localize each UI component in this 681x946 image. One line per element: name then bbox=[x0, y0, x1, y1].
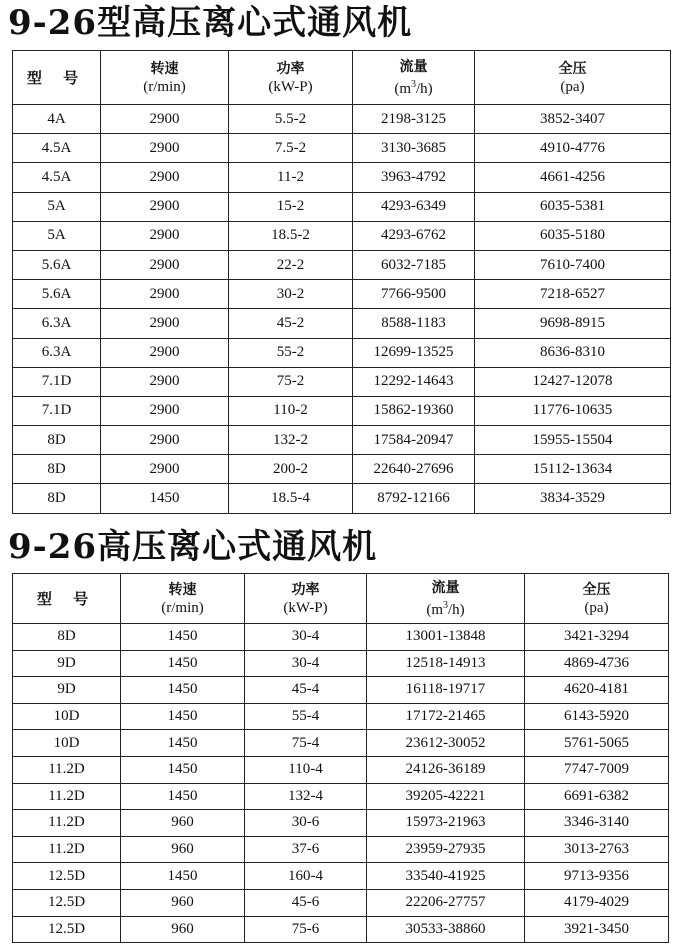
cell-power: 22-2 bbox=[229, 250, 353, 279]
table-row bbox=[13, 396, 671, 425]
cell-power: 37-6 bbox=[245, 836, 367, 863]
cell-pressure: 3421-3294 bbox=[525, 624, 669, 651]
table-row bbox=[13, 221, 671, 250]
cell-pressure: 12427-12078 bbox=[475, 367, 671, 396]
header-flow: 流量 $(m^3/h)$ bbox=[367, 574, 525, 624]
cell-flow: 22206-27757 bbox=[367, 889, 525, 916]
cell-power: 7.5-2 bbox=[229, 134, 353, 163]
cell-flow: 12292-14643 bbox=[353, 367, 475, 396]
table-row bbox=[13, 338, 671, 367]
cell-pressure: 3852-3407 bbox=[475, 105, 671, 134]
table-row bbox=[13, 756, 669, 783]
table2-body bbox=[13, 624, 669, 943]
cell-power: 132-4 bbox=[245, 783, 367, 810]
table-row bbox=[13, 810, 669, 837]
cell-speed: 1450 bbox=[121, 756, 245, 783]
cell-speed: 1450 bbox=[121, 730, 245, 757]
cell-pressure: 9698-8915 bbox=[475, 309, 671, 338]
table-row bbox=[13, 367, 671, 396]
table-row bbox=[13, 455, 671, 484]
cell-power: 200-2 bbox=[229, 455, 353, 484]
table-row bbox=[13, 889, 669, 916]
cell-flow: 33540-41925 bbox=[367, 863, 525, 890]
cell-power: 11-2 bbox=[229, 163, 353, 192]
cell-power: 5.5-2 bbox=[229, 105, 353, 134]
cell-flow: 4293-6762 bbox=[353, 221, 475, 250]
header-model: 型 号 bbox=[13, 574, 121, 624]
table-row bbox=[13, 703, 669, 730]
table-row bbox=[13, 105, 671, 134]
cell-speed: 2900 bbox=[101, 396, 229, 425]
cell-speed: 2900 bbox=[101, 338, 229, 367]
cell-speed: 1450 bbox=[121, 677, 245, 704]
table-row bbox=[13, 677, 669, 704]
cell-model: 10D bbox=[13, 703, 121, 730]
cell-flow: 8588-1183 bbox=[353, 309, 475, 338]
cell-flow: 17172-21465 bbox=[367, 703, 525, 730]
cell-pressure: 15112-13634 bbox=[475, 455, 671, 484]
cell-model: 12.5D bbox=[13, 889, 121, 916]
cell-pressure: 7747-7009 bbox=[525, 756, 669, 783]
table-row bbox=[13, 163, 671, 192]
cell-model: 5.6A bbox=[13, 250, 101, 279]
header-model: 型 号 bbox=[13, 51, 101, 105]
cell-pressure: 5761-5065 bbox=[525, 730, 669, 757]
cell-pressure: 7218-6527 bbox=[475, 280, 671, 309]
cell-power: 15-2 bbox=[229, 192, 353, 221]
cell-pressure: 4620-4181 bbox=[525, 677, 669, 704]
cell-speed: 960 bbox=[121, 916, 245, 943]
cell-power: 30-4 bbox=[245, 650, 367, 677]
cell-pressure: 6143-5920 bbox=[525, 703, 669, 730]
cell-model: 11.2D bbox=[13, 810, 121, 837]
cell-power: 160-4 bbox=[245, 863, 367, 890]
cell-model: 8D bbox=[13, 484, 101, 513]
cell-pressure: 3346-3140 bbox=[525, 810, 669, 837]
cell-speed: 1450 bbox=[121, 703, 245, 730]
cell-pressure: 3834-3529 bbox=[475, 484, 671, 513]
table-row bbox=[13, 863, 669, 890]
cell-flow: 8792-12166 bbox=[353, 484, 475, 513]
cell-pressure: 11776-10635 bbox=[475, 396, 671, 425]
cell-power: 30-2 bbox=[229, 280, 353, 309]
cell-model: 4.5A bbox=[13, 134, 101, 163]
cell-power: 45-6 bbox=[245, 889, 367, 916]
cell-model: 11.2D bbox=[13, 783, 121, 810]
cell-flow: 24126-36189 bbox=[367, 756, 525, 783]
cell-speed: 2900 bbox=[101, 280, 229, 309]
cell-speed: 960 bbox=[121, 836, 245, 863]
cell-speed: 2900 bbox=[101, 221, 229, 250]
cell-model: 6.3A bbox=[13, 338, 101, 367]
fan-spec-table-1 bbox=[12, 50, 671, 514]
cell-power: 75-4 bbox=[245, 730, 367, 757]
cell-pressure: 4869-4736 bbox=[525, 650, 669, 677]
header-row bbox=[13, 574, 669, 624]
cell-flow: 17584-20947 bbox=[353, 426, 475, 455]
cell-pressure: 6691-6382 bbox=[525, 783, 669, 810]
cell-flow: 39205-42221 bbox=[367, 783, 525, 810]
cell-model: 5.6A bbox=[13, 280, 101, 309]
table-row bbox=[13, 916, 669, 943]
header-power: 功率 (kW-P) bbox=[245, 574, 367, 624]
table2-title: 9-26高压离心式通风机 bbox=[8, 527, 378, 567]
cell-speed: 2900 bbox=[101, 367, 229, 396]
cell-power: 30-6 bbox=[245, 810, 367, 837]
cell-model: 8D bbox=[13, 426, 101, 455]
cell-power: 18.5-4 bbox=[229, 484, 353, 513]
cell-speed: 2900 bbox=[101, 163, 229, 192]
cell-model: 5A bbox=[13, 221, 101, 250]
cell-model: 9D bbox=[13, 677, 121, 704]
header-row bbox=[13, 51, 671, 105]
cell-power: 30-4 bbox=[245, 624, 367, 651]
cell-speed: 2900 bbox=[101, 192, 229, 221]
cell-pressure: 9713-9356 bbox=[525, 863, 669, 890]
cell-power: 45-4 bbox=[245, 677, 367, 704]
table-row bbox=[13, 783, 669, 810]
table-row bbox=[13, 309, 671, 338]
header-speed: 转速 (r/min) bbox=[121, 574, 245, 624]
cell-model: 6.3A bbox=[13, 309, 101, 338]
table-row bbox=[13, 134, 671, 163]
cell-speed: 2900 bbox=[101, 426, 229, 455]
header-power: 功率 (kW-P) bbox=[229, 51, 353, 105]
cell-power: 45-2 bbox=[229, 309, 353, 338]
cell-power: 55-4 bbox=[245, 703, 367, 730]
cell-speed: 2900 bbox=[101, 309, 229, 338]
cell-flow: 30533-38860 bbox=[367, 916, 525, 943]
cell-pressure: 15955-15504 bbox=[475, 426, 671, 455]
fan-spec-table-2 bbox=[12, 573, 669, 943]
cell-speed: 960 bbox=[121, 810, 245, 837]
cell-flow: 13001-13848 bbox=[367, 624, 525, 651]
cell-flow: 12518-14913 bbox=[367, 650, 525, 677]
table-row bbox=[13, 730, 669, 757]
table-row bbox=[13, 250, 671, 279]
cell-pressure: 4179-4029 bbox=[525, 889, 669, 916]
cell-flow: 7766-9500 bbox=[353, 280, 475, 309]
cell-speed: 2900 bbox=[101, 105, 229, 134]
header-pressure: 全压 (pa) bbox=[475, 51, 671, 105]
cell-flow: 4293-6349 bbox=[353, 192, 475, 221]
table-row bbox=[13, 192, 671, 221]
cell-flow: 22640-27696 bbox=[353, 455, 475, 484]
cell-pressure: 4910-4776 bbox=[475, 134, 671, 163]
table-row bbox=[13, 650, 669, 677]
cell-flow: 6032-7185 bbox=[353, 250, 475, 279]
table-row bbox=[13, 624, 669, 651]
cell-model: 11.2D bbox=[13, 836, 121, 863]
cell-power: 55-2 bbox=[229, 338, 353, 367]
cell-speed: 2900 bbox=[101, 250, 229, 279]
header-speed: 转速 (r/min) bbox=[101, 51, 229, 105]
cell-pressure: 8636-8310 bbox=[475, 338, 671, 367]
cell-flow: 3130-3685 bbox=[353, 134, 475, 163]
cell-model: 4.5A bbox=[13, 163, 101, 192]
cell-pressure: 3921-3450 bbox=[525, 916, 669, 943]
cell-power: 132-2 bbox=[229, 426, 353, 455]
cell-flow: 23959-27935 bbox=[367, 836, 525, 863]
cell-speed: 2900 bbox=[101, 134, 229, 163]
table-row bbox=[13, 836, 669, 863]
cell-flow: 23612-30052 bbox=[367, 730, 525, 757]
cell-speed: 1450 bbox=[121, 783, 245, 810]
cell-power: 18.5-2 bbox=[229, 221, 353, 250]
cell-model: 7.1D bbox=[13, 396, 101, 425]
cell-speed: 1450 bbox=[121, 650, 245, 677]
header-flow: 流量 $(m^3/h)$ bbox=[353, 51, 475, 105]
table1-title: 9-26型高压离心式通风机 bbox=[8, 3, 413, 43]
cell-pressure: 6035-5180 bbox=[475, 221, 671, 250]
cell-pressure: 6035-5381 bbox=[475, 192, 671, 221]
cell-model: 5A bbox=[13, 192, 101, 221]
cell-pressure: 4661-4256 bbox=[475, 163, 671, 192]
cell-model: 7.1D bbox=[13, 367, 101, 396]
cell-model: 12.5D bbox=[13, 916, 121, 943]
cell-model: 8D bbox=[13, 455, 101, 484]
cell-pressure: 7610-7400 bbox=[475, 250, 671, 279]
table-row bbox=[13, 484, 671, 513]
cell-model: 8D bbox=[13, 624, 121, 651]
table-row bbox=[13, 426, 671, 455]
table-row bbox=[13, 280, 671, 309]
cell-speed: 2900 bbox=[101, 455, 229, 484]
cell-flow: 3963-4792 bbox=[353, 163, 475, 192]
cell-speed: 960 bbox=[121, 889, 245, 916]
cell-model: 4A bbox=[13, 105, 101, 134]
cell-power: 75-6 bbox=[245, 916, 367, 943]
cell-model: 10D bbox=[13, 730, 121, 757]
cell-model: 9D bbox=[13, 650, 121, 677]
cell-flow: 15973-21963 bbox=[367, 810, 525, 837]
cell-speed: 1450 bbox=[121, 863, 245, 890]
cell-power: 110-4 bbox=[245, 756, 367, 783]
cell-power: 110-2 bbox=[229, 396, 353, 425]
header-pressure: 全压 (pa) bbox=[525, 574, 669, 624]
cell-model: 11.2D bbox=[13, 756, 121, 783]
cell-flow: 15862-19360 bbox=[353, 396, 475, 425]
table1-body bbox=[13, 105, 671, 514]
cell-power: 75-2 bbox=[229, 367, 353, 396]
cell-speed: 1450 bbox=[121, 624, 245, 651]
cell-flow: 16118-19717 bbox=[367, 677, 525, 704]
cell-pressure: 3013-2763 bbox=[525, 836, 669, 863]
cell-model: 12.5D bbox=[13, 863, 121, 890]
cell-flow: 2198-3125 bbox=[353, 105, 475, 134]
cell-flow: 12699-13525 bbox=[353, 338, 475, 367]
cell-speed: 1450 bbox=[101, 484, 229, 513]
